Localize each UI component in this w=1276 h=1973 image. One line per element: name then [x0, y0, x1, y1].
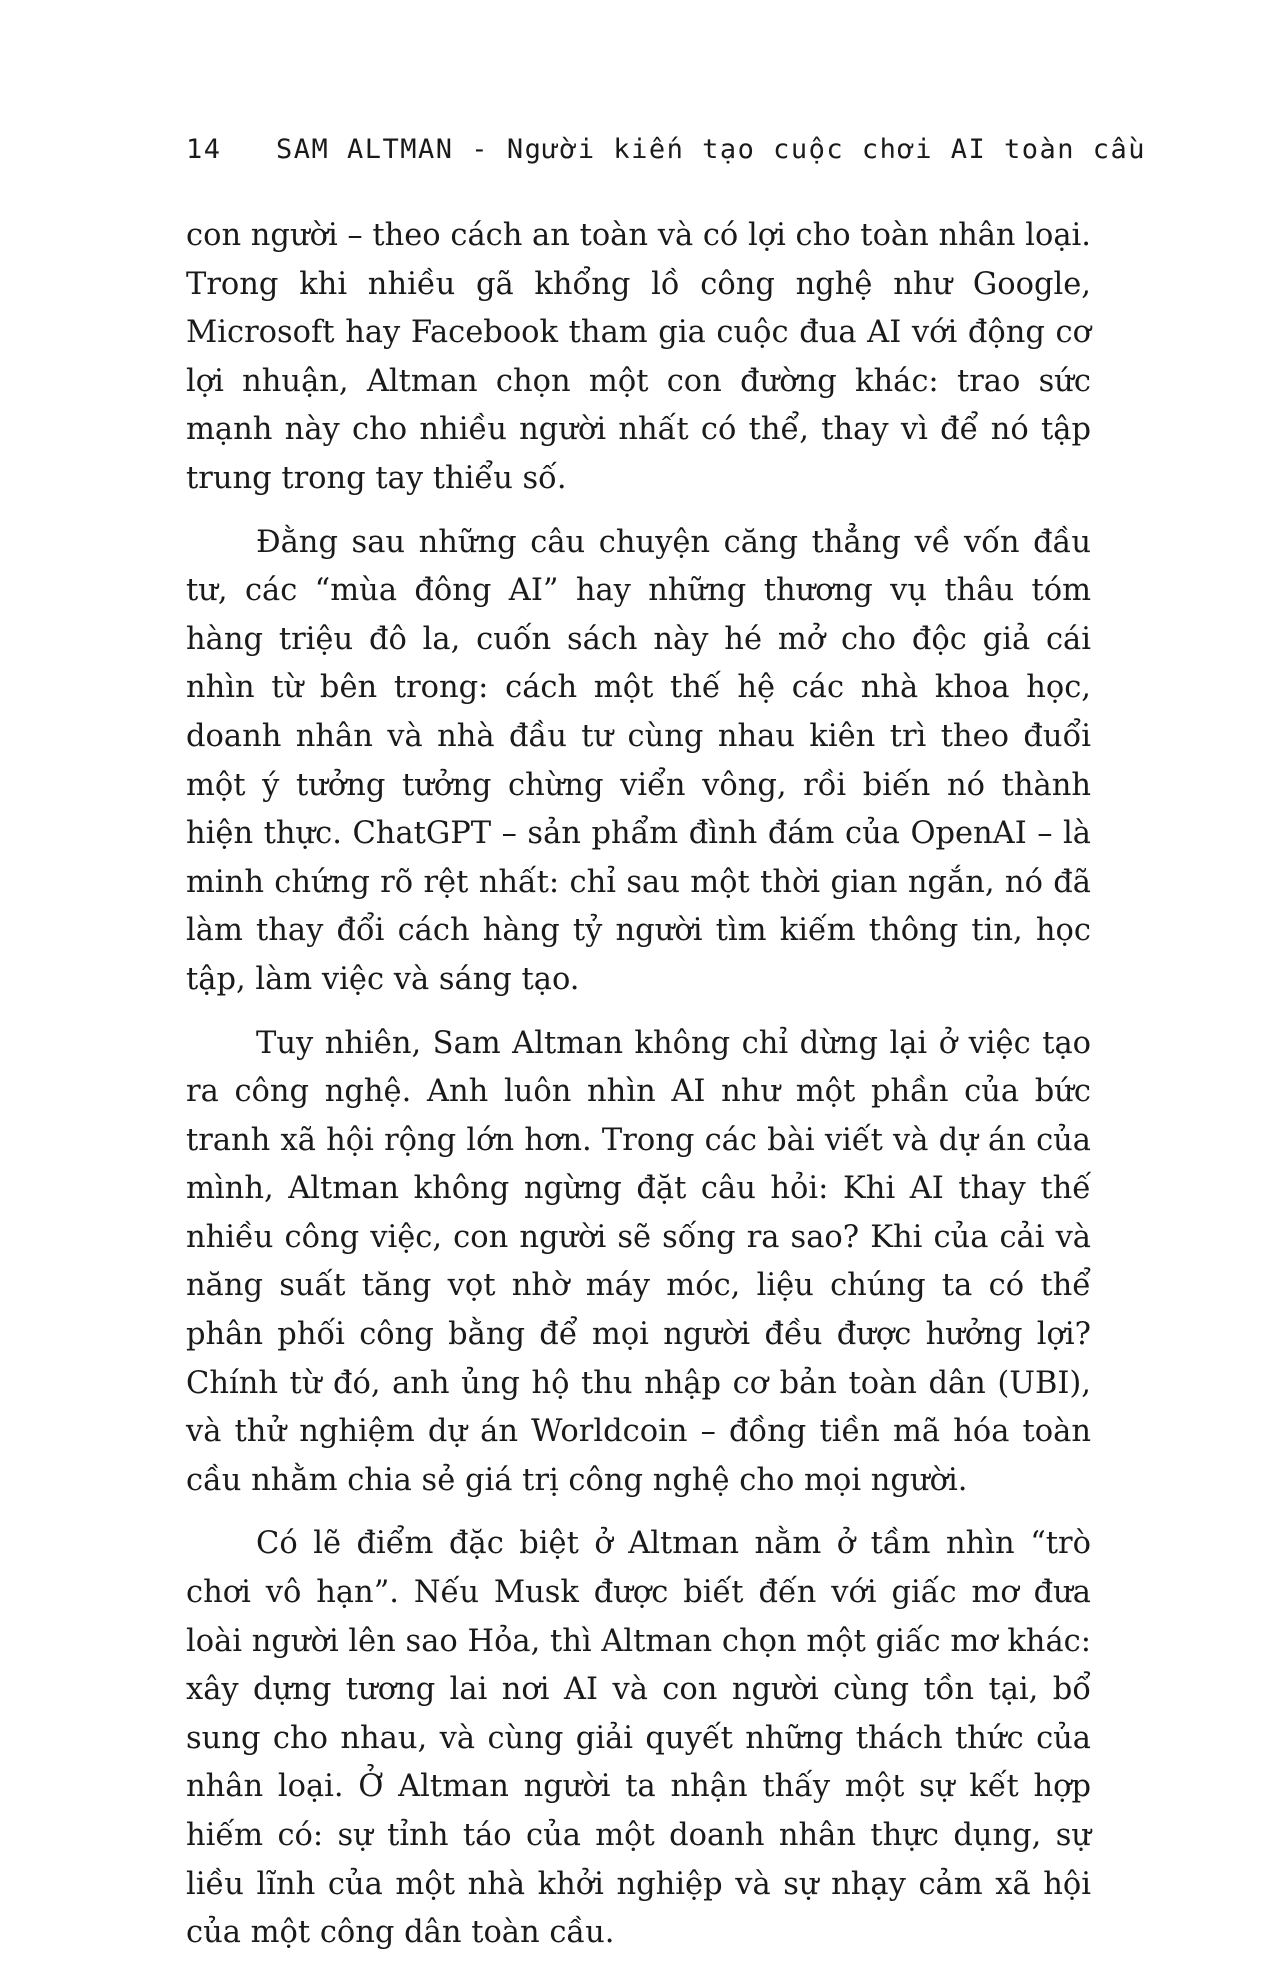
running-header [186, 130, 1146, 170]
paragraph-2: Đằng sau những câu chuyện căng thẳng về vốn đầu tư, các “mùa đông AI” hay những thương vụ thâu tóm hàng triệu đô la, cuốn sách này hé mở cho độc giả cái nhìn từ bên trong: cách một thế hệ các nhà khoa học, doanh nhân và nhà đầu tư cùng nhau kiên trì theo đuổi một ý tưởng tưởng chừng viển vông, rồi biến nó thành hiện thực. ChatGPT – sản phẩm đình đám của OpenAI – là minh chứng rõ rệt nhất: chỉ sau một thời gian ngắn, nó đã làm thay đổi cách hàng tỷ người tìm kiếm thông tin, học tập, làm việc và sáng tạo. [186, 524, 1091, 997]
paragraph-1: con người – theo cách an toàn và có lợi cho toàn nhân loại. Trong khi nhiều gã khổng lồ công nghệ như Google, Microsoft hay Facebook tham gia cuộc đua AI với động cơ lợi nhuận, Altman chọn một con đường khác: trao sức mạnh này cho nhiều người nhất có thể, thay vì để nó tập trung trong tay thiểu số. [186, 218, 1092, 496]
paragraph-4: Có lẽ điểm đặc biệt ở Altman nằm ở tầm nhìn “trò chơi vô hạn”. Nếu Musk được biết đến với giấc mơ đưa loài người lên sao Hỏa, thì Altman chọn một giấc mơ khác: xây dựng tương lai nơi AI và con người cùng tồn tại, bổ sung cho nhau, và cùng giải quyết những thách thức của nhân loại. Ở Altman người ta nhận thấy một sự kết hợp hiếm có: sự tỉnh táo của một doanh nhân thực dụng, sự liều lĩnh của một nhà khởi nghiệp và sự nhạy cảm xã hội của một công dân toàn cầu. [186, 1526, 1091, 1951]
paragraph-3: Tuy nhiên, Sam Altman không chỉ dừng lại ở việc tạo ra công nghệ. Anh luôn nhìn AI như một phần của bức tranh xã hội rộng lớn hơn. Trong các bài viết và dự án của mình, Altman không ngừng đặt câu hỏi: Khi AI thay thế nhiều công việc, con người sẽ sống ra sao? Khi của cải và năng suất tăng vọt nhờ máy móc, liệu chúng ta có thể phân phối công bằng để mọi người đều được hưởng lợi? Chính từ đó, anh ủng hộ thu nhập cơ bản toàn dân (UBI), và thử nghiệm dự án Worldcoin – đồng tiền mã hóa toàn cầu nhằm chia sẻ giá trị công nghệ cho mọi người. [186, 1025, 1091, 1498]
page-number: 14 [186, 134, 222, 165]
body-text [186, 212, 1091, 1973]
running-title: SAM ALTMAN - Người kiến tạo cuộc chơi AI toàn cầu [276, 134, 1147, 165]
